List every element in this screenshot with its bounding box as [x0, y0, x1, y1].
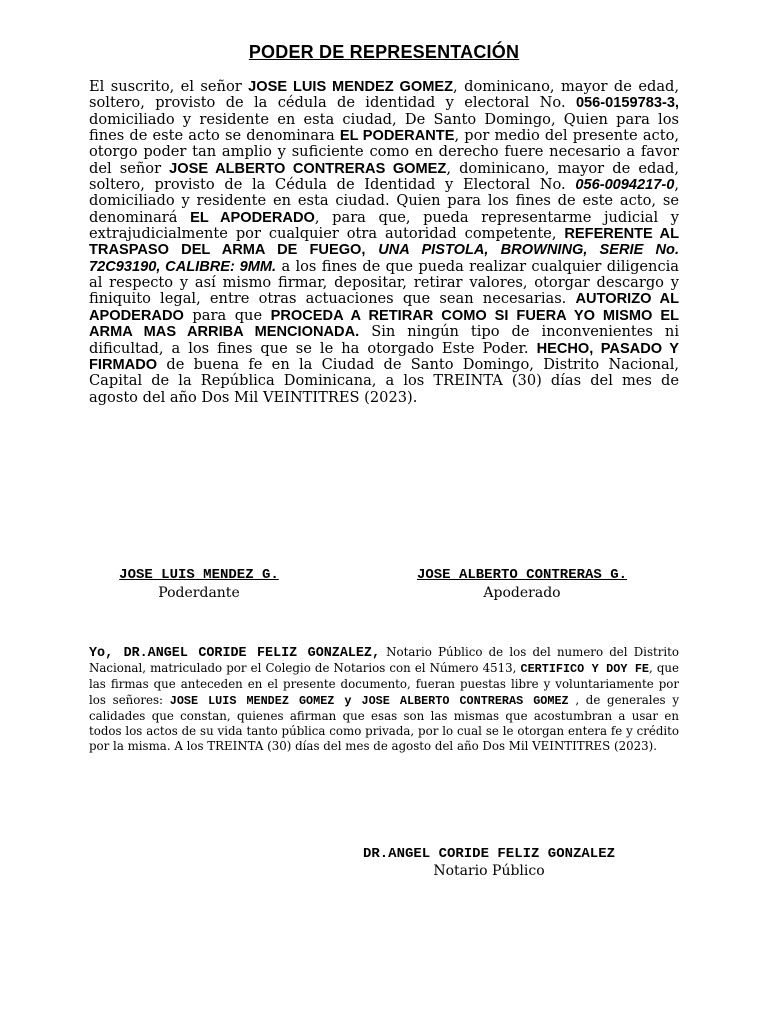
- text-run: , domiciliado y residente en esta ciudad. Quien para los fines de este acto, se denominará: [89, 176, 679, 226]
- grantor-signature-block: [96, 567, 302, 601]
- notary-signature-block: [330, 846, 648, 879]
- text-run: , para que, pueda representarme judicial y extrajudicialmente por cualquier otra autoridad competente,: [89, 208, 680, 243]
- text-run: [365, 241, 378, 258]
- attorney-signature-name: JOSE ALBERTO CONTRERAS G.: [416, 567, 628, 583]
- grantor-signature-name: JOSE LUIS MENDEZ G.: [119, 567, 279, 583]
- withdrawal-instruction: PROCEDA A RETIRAR COMO SI FUERA YO MISMO EL ARMA MAS ARRIBA MENCIONADA.: [89, 307, 679, 341]
- certification-phrase: CERTIFICO Y DOY FE: [520, 662, 649, 677]
- attorney-signature-role: Apoderado: [483, 585, 561, 601]
- attorney-designation: EL APODERADO: [190, 209, 315, 226]
- text-run: Notario Público de los del numero del Distrito Nacional, matriculado por el Colegio de Notarios con el Número 4513,: [89, 645, 680, 676]
- text-run: , que las firmas que anteceden en el presente documento, fueran puestas libre y voluntariamente por los señores:: [89, 661, 679, 707]
- notary-signature-name: DR.ANGEL CORIDE FELIZ GONZALEZ: [362, 846, 616, 862]
- text-run: Sin ningún tipo de inconvenientes ni dificultad, a los fines que se le ha otorgado Este Poder.: [89, 323, 679, 357]
- grantor-designation: EL PODERANTE: [339, 128, 455, 145]
- text-run: para que: [183, 306, 271, 324]
- text-run: , dominicano, mayor de edad, soltero, provisto de la cédula de identidad y electoral No.: [89, 78, 680, 112]
- document-title: PODER DE REPRESENTACIÓN: [248, 42, 520, 62]
- notary-lead: Yo, DR.ANGEL CORIDE FELIZ GONZALEZ,: [89, 646, 380, 661]
- text-run: de buena fe en la Ciudad de Santo Domingo, Distrito Nacional, Capital de la República Dominicana, a los TREINTA (30) días del mes de agosto del año Dos Mil VEINTITRES (2023).: [89, 355, 679, 406]
- power-of-attorney-paragraph: [89, 79, 679, 406]
- attorney-name: JOSE ALBERTO CONTRERAS GOMEZ: [169, 160, 447, 177]
- text-run: , dominicano, mayor de edad, soltero, provisto de la Cédula de Identidad y Electoral No.: [89, 159, 680, 194]
- text-run: , por medio del presente acto, otorgo poder tan amplio y suficiente como en derecho fuere necesario a favor del señor: [89, 127, 679, 177]
- grantor-name: JOSE LUIS MENDEZ GOMEZ: [248, 79, 454, 95]
- text-run: , de generales y calidades que constan, quienes afirman que esas son las mismas que acostumbran a usar en todos los actos de su vida tanto pública como privada, por lo cual se le otorgan entera fe y crédito por la misma. A los TREINTA (30) días del mes de agosto del año Dos Mil VEINTITRES (2023).: [89, 692, 679, 754]
- signers-names: JOSE LUIS MENDEZ GOMEZ y JOSE ALBERTO CONTRERAS GOMEZ: [169, 693, 569, 708]
- text-run: a los fines de que pueda realizar cualquier diligencia al respecto y así mismo firmar, depositar, retirar valores, otorgar descargo y finiquito legal, entre otras actuaciones que sean necesarias.: [89, 257, 679, 308]
- attorney-signature-block: [372, 567, 672, 601]
- firearm-description: UNA PISTOLA, BROWNING, SERIE No. 72C93190, CALIBRE: 9MM.: [89, 242, 680, 275]
- notary-certification-paragraph: [89, 645, 679, 754]
- attorney-id-number: 056-0094217-0: [575, 177, 675, 194]
- grantor-id-number: 056-0159783-3,: [575, 95, 679, 112]
- notary-signature-role: Notario Público: [433, 863, 545, 879]
- authorization-statement: AUTORIZO AL APODERADO: [89, 291, 679, 324]
- text-run: domiciliado y residente en esta ciudad, De Santo Domingo, Quien para los fines de este acto se denominara: [89, 110, 679, 145]
- firearm-transfer-subject: REFERENTE AL TRASPASO DEL ARMA DE FUEGO,: [89, 226, 679, 259]
- grantor-signature-role: Poderdante: [158, 585, 240, 601]
- signed-statement: HECHO, PASADO Y FIRMADO: [89, 340, 679, 373]
- text-run: El suscrito, el señor: [89, 78, 249, 95]
